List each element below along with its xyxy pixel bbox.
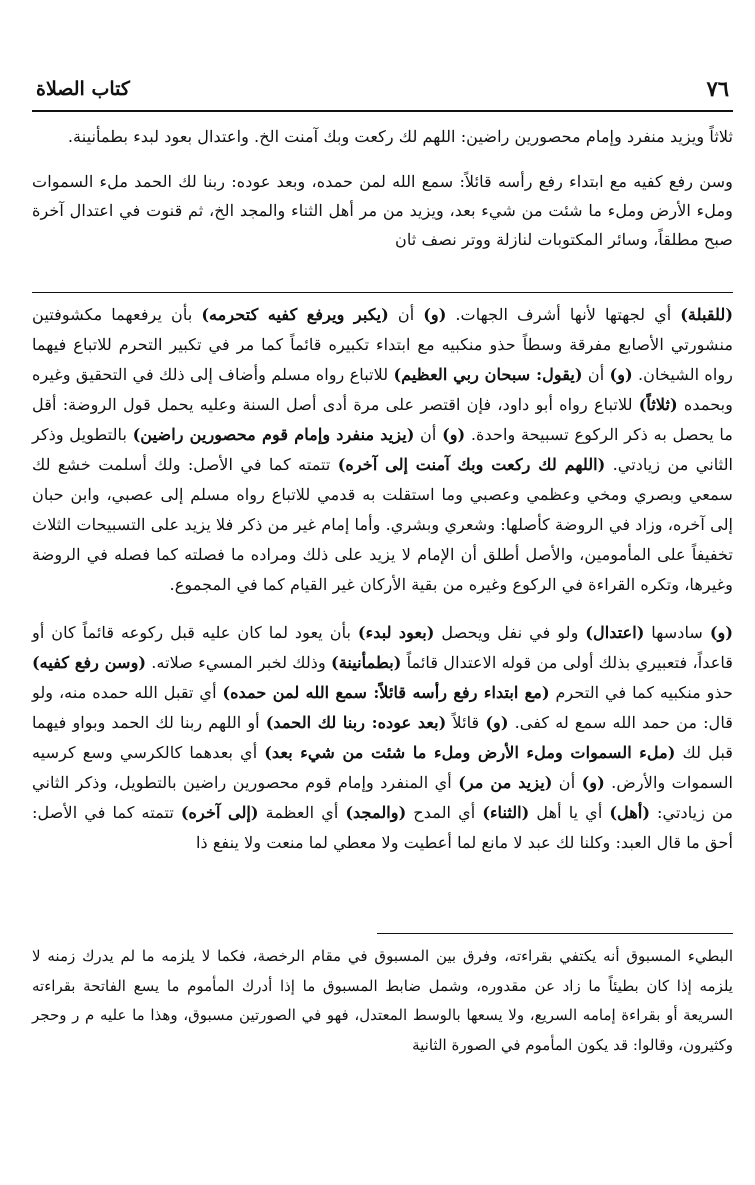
matn-lemma: (أهل): [609, 803, 651, 822]
matn-lemma: (بعود لبدء): [357, 623, 435, 642]
commentary-run: حذو منكبيه كما في التحرم: [549, 683, 733, 702]
matn-text: [32, 122, 733, 270]
matn-lemma: (يكبر ويرفع كفيه كتحرمه): [201, 305, 389, 324]
commentary-run: ولو في نفل ويحصل: [434, 623, 586, 642]
commentary-run: أي لجهتها لأنها أشرف الجهات.: [446, 305, 681, 324]
commentary-run: تتمته كما في الأصل: ولك أسلمت خشع لك سمعي وبصري ومخي وعظمي وعصبي وما استقلت به قدمي للاتباع رواه مسلم إلى عصبي، وابن حبان إلى آخره، وزاد في الروضة كأصلها: وشعري وبشري. وأما إمام غير من ذكر فلا يزيد على التسبيحات الثلاث تخفيفاً على المأمومين، والأصل أطلق أن الإمام لا يزيد على ذلك ومراده ما فصلته كما فصله في الروضة وغيرها، وتكره القراءة في الركوع وغيره من بقية الأركان غير القيام كما في المجموع.: [32, 455, 733, 594]
chapter-title: كتاب الصلاة: [36, 78, 130, 100]
footnote-divider: [377, 933, 733, 934]
commentary-run: أن: [388, 305, 424, 324]
commentary-run: أو اللهم ربنا لك الحمد وبواو فيهما قبل لك: [32, 713, 734, 762]
footnote: [32, 942, 733, 1060]
commentary-run: أي المدح: [406, 803, 483, 822]
matn-lemma: (و): [581, 773, 605, 792]
commentary-run: أي بعدهما كالكرسي وسع كرسيه السموات والأرض.: [32, 743, 734, 792]
matn-lemma: (بعد عوده: ربنا لك الحمد): [265, 713, 447, 732]
matn-lemma: (و): [709, 623, 733, 642]
commentary-run: بأن يرفعهما مكشوفتين منشورتي الأصابع مفرقة وسطاً حذو منكبيه مع ابتداء تكبيره قائماً كما مر في تكبير التحرم للاتباع فيهما رواه الشيخان.: [32, 305, 733, 384]
commentary-run: أي تقبل الله حمده منه، ولو قال: من حمد الله سمع له كفى.: [32, 683, 733, 732]
matn-lemma: (اللهم لك ركعت وبك آمنت إلى آخره): [337, 455, 606, 474]
matn-lemma: (بطمأنينة): [331, 653, 402, 672]
commentary-run: للاتباع رواه أبو داود، فإن اقتصر على مرة أدى أصل السنة وعليه يحمل قول الروضة: أقل ما يحصل به ذكر الركوع تسبيحة واحدة.: [32, 395, 733, 444]
matn-lemma: (و): [423, 305, 447, 324]
commentary-run: أن: [414, 425, 443, 444]
matn-lemma: (ثلاثاً): [638, 395, 678, 414]
commentary-run: أن: [582, 365, 610, 384]
matn-paragraph: وسن رفع كفيه مع ابتداء رفع رأسه قائلاً: سمع الله لمن حمده، وبعد عوده: ربنا لك الحمد ملء السموات وملء الأرض وملء ما شئت من شيء بعد، ويزيد من مر أهل الثناء والمجد الخ، ثم قنوت في اعتدال آخرة صبح مطلقاً، وسائر المكتوبات لنازلة ووتر نصف ثان: [32, 172, 733, 249]
matn-lemma: (والمجد): [345, 803, 407, 822]
matn-lemma: (و): [609, 365, 633, 384]
commentary-paragraph: [32, 300, 733, 600]
book-page: [32, 0, 733, 1185]
page-header: [32, 76, 733, 112]
commentary-run: أي العظمة: [258, 803, 346, 822]
matn-lemma: (وسن رفع كفيه): [32, 653, 147, 672]
matn-lemma: (ملء السموات وملء الأرض وملء ما شئت من شيء بعد): [264, 743, 676, 762]
matn-lemma: (و): [485, 713, 509, 732]
commentary-run: أن: [552, 773, 582, 792]
matn-lemma: (إلى آخره): [180, 803, 259, 822]
matn-lemma: (يقول: سبحان ربي العظيم): [393, 365, 583, 384]
commentary-run: أي يا أهل: [529, 803, 610, 822]
matn-lemma: (يزيد من مر): [458, 773, 553, 792]
commentary-paragraph: [32, 618, 733, 858]
matn-lemma: (و): [442, 425, 466, 444]
commentary-run: أي المنفرد وإمام قوم محصورين راضين بالتطويل، وذكر الثاني من زيادتي:: [32, 773, 733, 822]
matn-lemma: (يزيد منفرد وإمام قوم محصورين راضين): [132, 425, 415, 444]
commentary-text: [32, 300, 733, 876]
commentary-run: قائلاً: [446, 713, 486, 732]
commentary-run: للاتباع رواه مسلم وأضاف إلى ذلك في التحقيق وغيره وبحمده: [32, 365, 733, 414]
page-number: ٧٦: [706, 76, 729, 101]
matn-lemma: (اعتدال): [585, 623, 645, 642]
commentary-run: تتمته كما في الأصل: أحق ما قال العبد: وكلنا لك عبد لا مانع لما أعطيت ولا معطي لما منعت ولا ينفع ذا: [32, 803, 733, 852]
matn-paragraph: ثلاثاً ويزيد منفرد وإمام محصورين راضين: اللهم لك ركعت وبك آمنت الخ. واعتدال بعود لبدء بطمأنينة.: [67, 127, 733, 146]
commentary-run: بالتطويل وذكر الثاني من زيادتي.: [32, 425, 734, 474]
matn-lemma: (الثناء): [482, 803, 530, 822]
commentary-run: وذلك لخبر المسيء صلاته.: [146, 653, 332, 672]
section-divider: [32, 292, 733, 293]
footnote-text: البطيء المسبوق أنه يكتفي بقراءته، وفرق بين المسبوق في مقام الرخصة، فكما لا يلزمه ما لم يدرك زمنه لا يلزمه إذا كان بطيئاً ما زاد عن مقدوره، وشمل ضابط المسبوق ما إذا أدرك المأموم ما يسع الفاتحة بقراءته السريعة أو بقراءة إمامه السريع، ولا يسعها بالوسط المعتدل، فهو في الصورتين مسبوق، وهذا ما عليه م ر وحجر وكثيرون، وقالوا: قد يكون المأموم في الصورة الثانية: [32, 947, 733, 1054]
matn-lemma: (مع ابتداء رفع رأسه قائلاً: سمع الله لمن حمده): [222, 683, 550, 702]
commentary-run: بأن يعود لما كان عليه قبل ركوعه قائماً كان أو قاعداً، فتعبيري بذلك أولى من قوله الاعتدال قائماً: [32, 623, 734, 672]
commentary-run: سادسها: [644, 623, 710, 642]
matn-lemma: (للقبلة): [680, 305, 733, 324]
